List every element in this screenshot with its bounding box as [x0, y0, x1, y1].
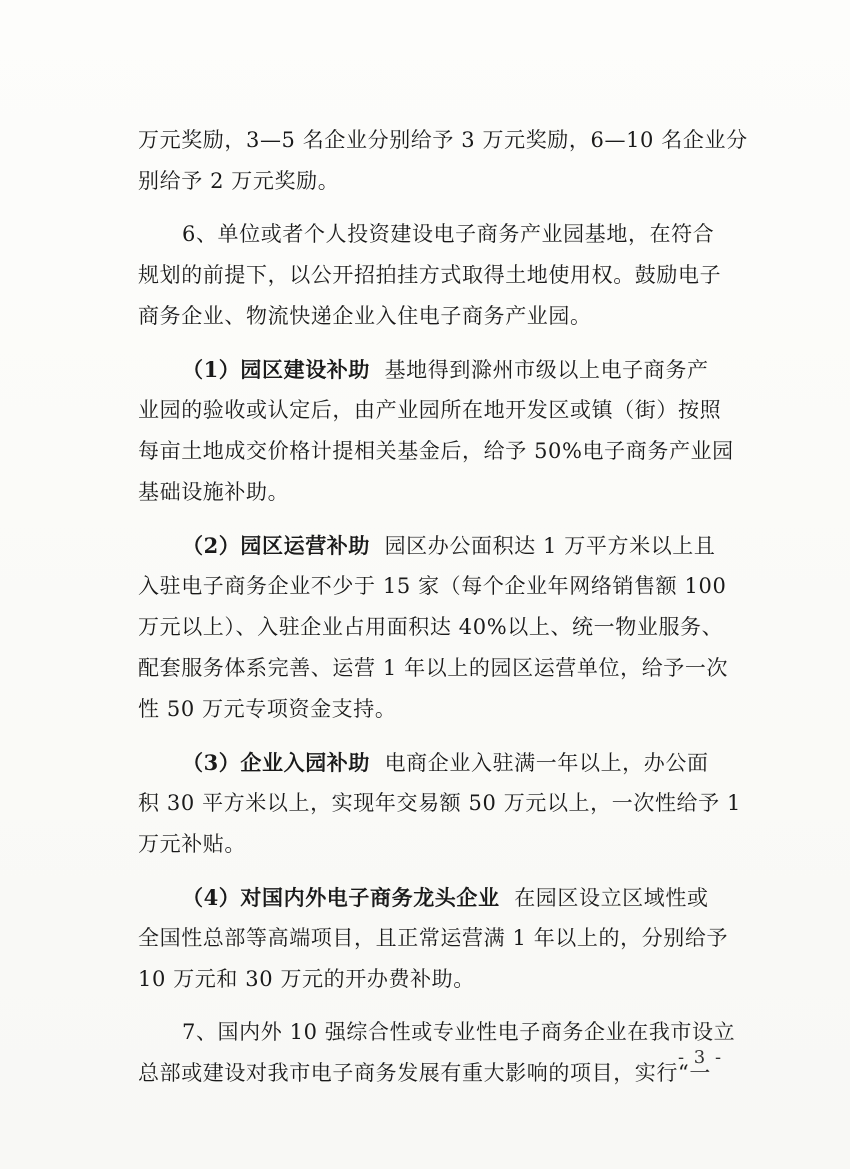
text-line: 7、国内外 10 强综合性或专业性电子商务企业在我市设立 [182, 1020, 736, 1044]
text-line: 6、单位或者个人投资建设电子商务产业园基地，在符合 [182, 222, 715, 246]
text-line-body: 在园区设立区域性或 [514, 886, 709, 910]
text-line: 万元以上）、入驻企业占用面积达 40%以上、统一物业服务、 [138, 615, 724, 639]
text-line-body: 电商企业入驻满一年以上，办公面 [384, 751, 709, 775]
text-line: 入驻电子商务企业不少于 15 家（每个企业年网络销售额 100 [138, 574, 727, 598]
paragraph-park-operation-subsidy [138, 525, 728, 730]
text-line: 万元补贴。 [138, 832, 246, 856]
section-heading: （3）企业入园补助 [182, 750, 371, 775]
text-line [138, 742, 728, 783]
text-line: 全国性总部等高端项目，且正常运营满 1 年以上的，分别给予 [138, 926, 729, 950]
paragraph-reward-ranking [138, 120, 748, 202]
text-line [138, 525, 728, 566]
text-line: 规划的前提下，以公开招拍挂方式取得土地使用权。鼓励电子 [138, 263, 722, 287]
text-line [138, 877, 728, 918]
paragraph-item-6 [138, 214, 728, 337]
text-line: 基础设施补助。 [138, 480, 290, 504]
paragraph-enterprise-entry-subsidy [138, 742, 741, 865]
text-line: 业园的验收或认定后，由产业园所在地开发区或镇（街）按照 [138, 398, 722, 422]
paragraph-leading-enterprise-subsidy [138, 877, 728, 1000]
text-line: 别给予 2 万元奖励。 [138, 169, 340, 193]
text-line-body: 园区办公面积达 1 万平方米以上且 [384, 534, 716, 558]
text-line-body: 基地得到滁州市级以上电子商务产 [384, 358, 709, 382]
text-line: 积 30 平方米以上，实现年交易额 50 万元以上，一次性给予 1 [138, 791, 741, 815]
document-body [138, 120, 748, 1094]
page-number: - 3 - [678, 1047, 724, 1068]
text-line: 性 50 万元专项资金支持。 [138, 697, 397, 721]
text-line: 10 万元和 30 万元的开办费补助。 [138, 967, 475, 991]
section-heading: （1）园区建设补助 [182, 357, 371, 382]
text-line: 总部或建设对我市电子商务发展有重大影响的项目，实行“一 [138, 1061, 711, 1085]
text-line: 每亩土地成交价格计提相关基金后，给予 50%电子商务产业园 [138, 439, 734, 463]
paragraph-park-construction-subsidy [138, 349, 734, 513]
text-line: 配套服务体系完善、运营 1 年以上的园区运营单位，给予一次 [138, 656, 729, 680]
paragraph-item-7 [138, 1012, 736, 1094]
section-heading: （4）对国内外电子商务龙头企业 [182, 885, 500, 910]
text-line: 商务企业、物流快递企业入住电子商务产业园。 [138, 304, 592, 328]
text-line [138, 349, 728, 390]
section-heading: （2）园区运营补助 [182, 533, 371, 558]
text-line: 万元奖励，3—5 名企业分别给予 3 万元奖励，6—10 名企业分 [138, 128, 748, 152]
